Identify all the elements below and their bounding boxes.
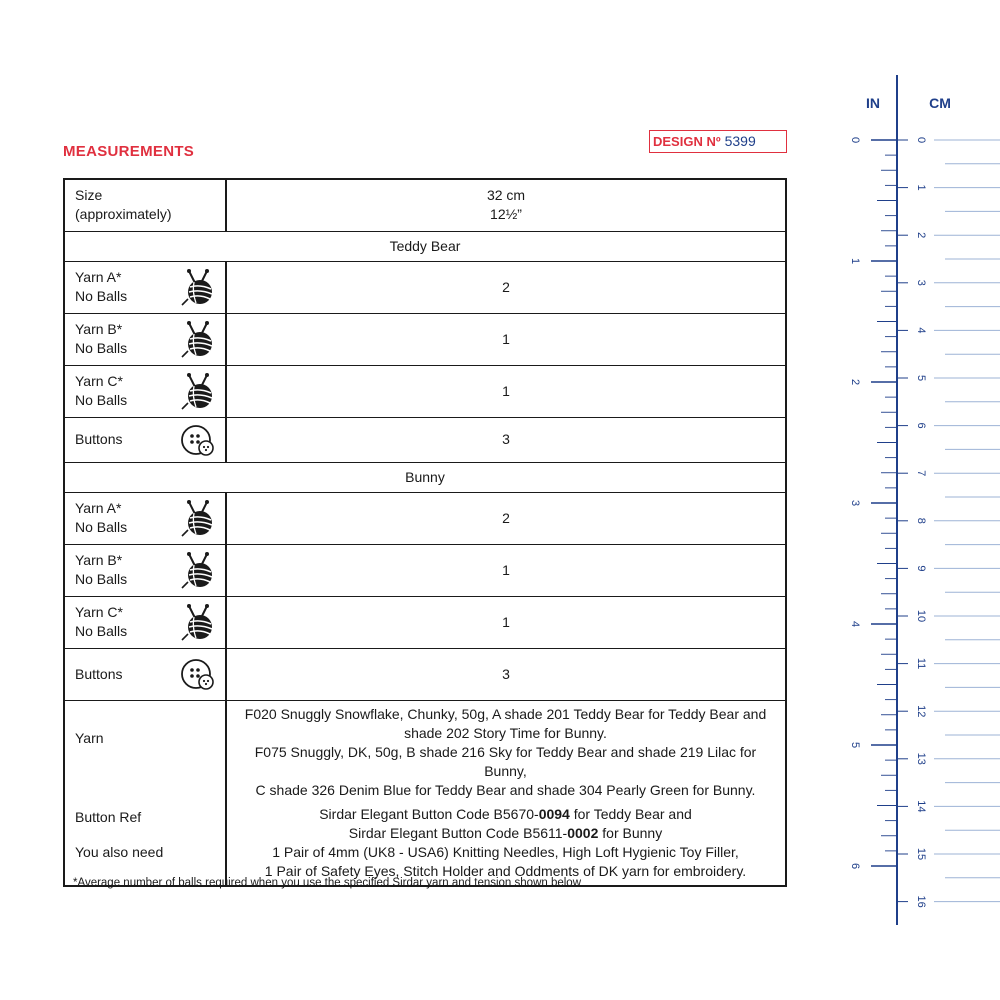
cm-number: 5 [915, 374, 928, 382]
size-value-cm: 32 cm [486, 187, 526, 204]
row-value: 1 [226, 544, 786, 596]
cm-number: 16 [915, 895, 928, 908]
row-label: Yarn C* [75, 604, 123, 620]
cm-number: 13 [915, 752, 928, 765]
cm-number: 8 [915, 517, 928, 524]
row-label: Buttons [75, 431, 123, 447]
yarn-ball-icon [180, 371, 216, 411]
row-sublabel: No Balls [75, 571, 128, 587]
yarn-ball-icon [180, 550, 216, 590]
table-row [64, 365, 786, 417]
size-value-cell [226, 179, 786, 231]
yarn-line: shade 202 Story Time for Bunny. [404, 724, 607, 741]
page-heading: MEASUREMENTS [63, 143, 195, 160]
button-ref-line: Sirdar Elegant Button Code B5611-0002 for Bunny [348, 824, 663, 841]
measurements-table [63, 178, 787, 887]
ruler [830, 70, 1000, 940]
row-sublabel: No Balls [75, 392, 128, 408]
row-value: 1 [226, 596, 786, 648]
cm-number: 1 [915, 184, 928, 191]
size-label-sub: (approximately) [75, 206, 172, 223]
inch-number: 3 [849, 499, 861, 507]
section-header-row [64, 231, 786, 261]
cm-number: 10 [915, 609, 928, 623]
row-value: 1 [226, 365, 786, 417]
row-sublabel: No Balls [75, 519, 128, 535]
cm-number: 9 [915, 565, 928, 572]
row-sublabel: No Balls [75, 288, 128, 304]
section-header-row [64, 462, 786, 492]
cm-number: 3 [915, 279, 928, 286]
row-value: 1 [226, 313, 786, 365]
section-title: Bunny [64, 462, 786, 492]
size-label-cell [64, 179, 226, 231]
yarn-ball-icon [180, 498, 216, 538]
cm-number: 6 [915, 422, 928, 429]
size-value-in: 12½” [490, 206, 522, 223]
details-row [64, 700, 786, 886]
row-label: Buttons [75, 665, 123, 682]
inch-number: 4 [849, 620, 861, 628]
cm-number: 0 [915, 136, 928, 144]
footnote: *Average number of balls required when you use the specified Sirdar yarn and tension shown below [73, 877, 582, 889]
row-value: 2 [226, 492, 786, 544]
design-label: DESIGN Nº [653, 134, 721, 149]
also-need-line: 1 Pair of 4mm (UK8 - USA6) Knitting Needles, High Loft Hygienic Toy Filler, [272, 843, 739, 860]
cm-unit-label: CM [929, 95, 951, 111]
button-ref-line: Sirdar Elegant Button Code B5670-0094 for Teddy Bear and [319, 805, 692, 822]
row-label: Yarn A* [75, 500, 122, 516]
cm-number: 12 [915, 705, 928, 718]
inch-number: 5 [849, 741, 861, 749]
row-label: Yarn C* [75, 373, 123, 389]
also-need-line: 1 Pair of Safety Eyes, Stitch Holder and Oddments of DK yarn for embroidery. [264, 862, 747, 879]
yarn-line: F075 Snuggly, DK, 50g, B shade 216 Sky for Teddy Bear and shade 219 Lilac for Bunny, [254, 743, 757, 779]
design-number: 5399 [724, 133, 756, 149]
inch-number: 1 [849, 257, 861, 265]
table-row [64, 417, 786, 462]
inch-number: 2 [849, 378, 861, 386]
cm-number: 7 [915, 470, 928, 477]
table-row [64, 261, 786, 313]
cm-number: 4 [915, 327, 928, 334]
button-icon [180, 654, 216, 694]
cm-number: 2 [915, 232, 928, 239]
ruler-graphic [830, 70, 1000, 940]
cm-number: 11 [915, 657, 928, 670]
size-label: Size [75, 187, 103, 204]
cm-number: 15 [915, 847, 928, 861]
row-sublabel: No Balls [75, 340, 128, 356]
yarn-ball-icon [180, 319, 216, 359]
table-row [64, 648, 786, 700]
inch-number: 6 [849, 862, 861, 870]
yarn-ball-icon [180, 267, 216, 307]
section-title: Teddy Bear [64, 231, 786, 261]
cm-number: 14 [915, 800, 928, 813]
yarn-label: Yarn [75, 730, 104, 746]
yarn-ball-icon [180, 602, 216, 642]
size-row [64, 179, 786, 231]
row-value: 3 [226, 648, 786, 700]
details-labels [64, 700, 226, 886]
row-label: Yarn A* [75, 269, 122, 285]
row-label: Yarn B* [75, 552, 123, 568]
details-values [226, 700, 786, 886]
button-ref-label: Button Ref [75, 809, 142, 825]
yarn-line: C shade 326 Denim Blue for Teddy Bear and shade 304 Pearly Green for Bunny. [255, 781, 756, 798]
table-row [64, 492, 786, 544]
row-sublabel: No Balls [75, 623, 128, 639]
button-icon [180, 420, 216, 460]
table-row [64, 313, 786, 365]
table-row [64, 544, 786, 596]
row-value: 3 [226, 417, 786, 462]
design-number-box [649, 130, 787, 153]
row-label: Yarn B* [75, 321, 123, 337]
yarn-line: F020 Snuggly Snowflake, Chunky, 50g, A shade 201 Teddy Bear for Teddy Bear and [244, 705, 767, 722]
inch-unit-label: IN [866, 95, 880, 111]
also-need-label: You also need [75, 844, 164, 860]
table-row [64, 596, 786, 648]
inch-number: 0 [849, 136, 861, 144]
row-value: 2 [226, 261, 786, 313]
